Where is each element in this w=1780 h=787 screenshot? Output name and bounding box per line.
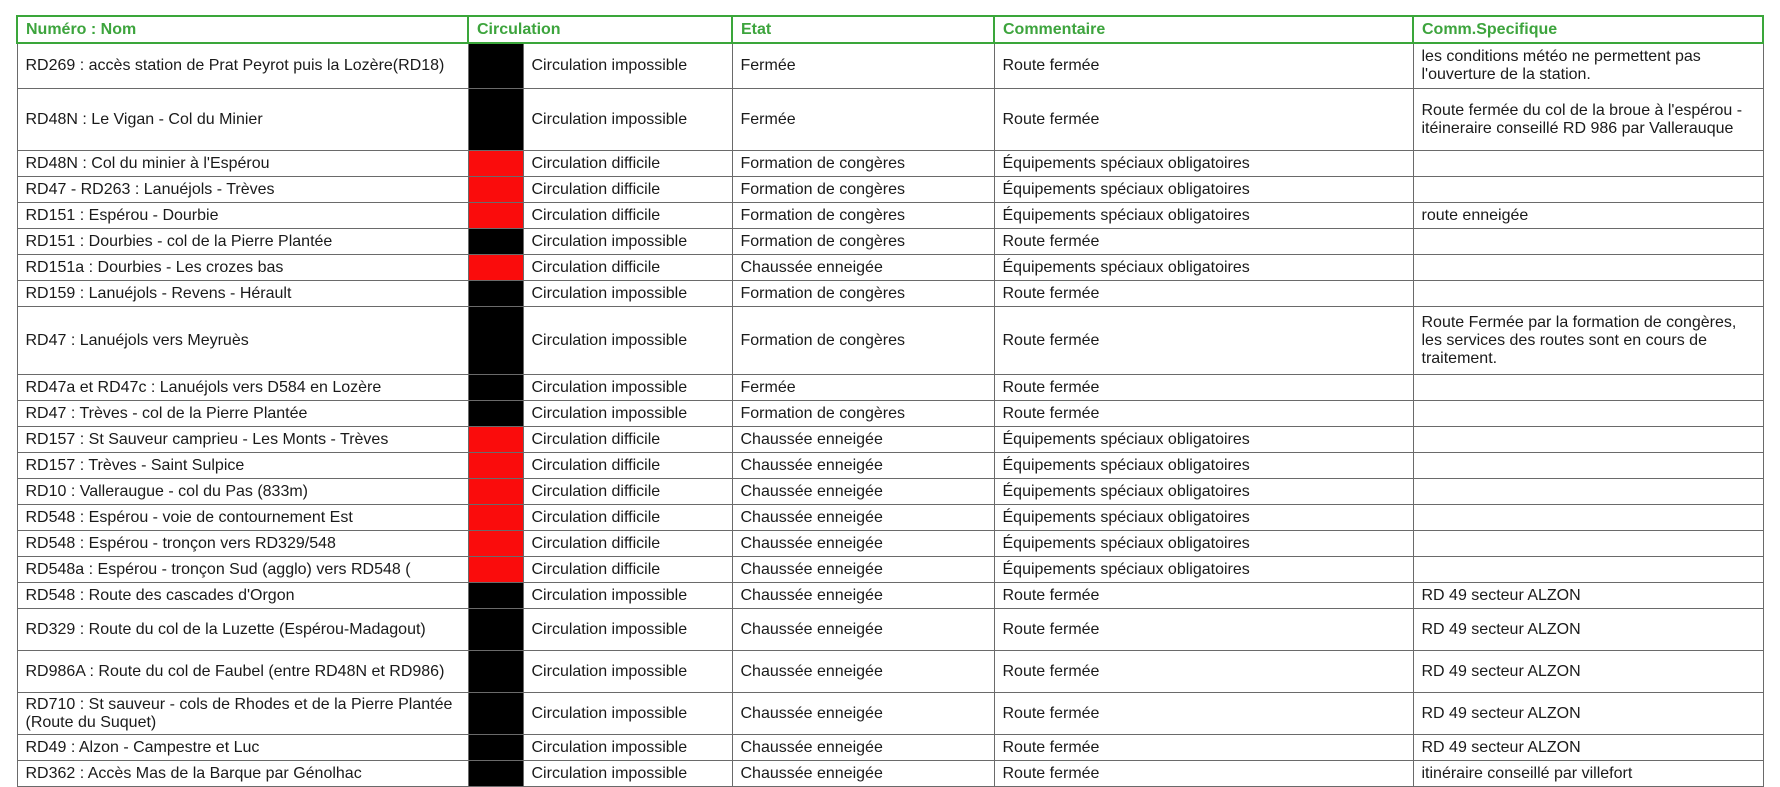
circulation-cell: Circulation difficile bbox=[523, 255, 732, 281]
etat-cell: Chaussée enneigée bbox=[732, 427, 994, 453]
commentaire-cell: Équipements spéciaux obligatoires bbox=[994, 255, 1413, 281]
commentaire-cell: Équipements spéciaux obligatoires bbox=[994, 151, 1413, 177]
road-name-cell: RD157 : Trèves - Saint Sulpice bbox=[17, 453, 468, 479]
table-row bbox=[17, 255, 1763, 281]
commentaire-cell: Route fermée bbox=[994, 735, 1413, 761]
header-row bbox=[17, 16, 1763, 43]
etat-cell: Formation de congères bbox=[732, 281, 994, 307]
road-name-cell: RD548 : Espérou - voie de contournement Est bbox=[17, 505, 468, 531]
commentaire-cell: Route fermée bbox=[994, 651, 1413, 693]
commentaire-cell: Équipements spéciaux obligatoires bbox=[994, 177, 1413, 203]
table-row bbox=[17, 177, 1763, 203]
commentaire-cell: Équipements spéciaux obligatoires bbox=[994, 505, 1413, 531]
circulation-cell: Circulation impossible bbox=[523, 583, 732, 609]
table-row bbox=[17, 609, 1763, 651]
circulation-status-swatch bbox=[468, 453, 523, 479]
table-row bbox=[17, 583, 1763, 609]
commentaire-cell: Route fermée bbox=[994, 281, 1413, 307]
circulation-status-swatch bbox=[468, 693, 523, 735]
table-row bbox=[17, 531, 1763, 557]
etat-cell: Chaussée enneigée bbox=[732, 761, 994, 787]
commentaire-cell: Route fermée bbox=[994, 307, 1413, 375]
commentaire-cell: Route fermée bbox=[994, 583, 1413, 609]
circulation-cell: Circulation impossible bbox=[523, 693, 732, 735]
etat-cell: Formation de congères bbox=[732, 151, 994, 177]
road-name-cell: RD47 : Lanuéjols vers Meyruès bbox=[17, 307, 468, 375]
table-row bbox=[17, 281, 1763, 307]
comm-specifique-cell bbox=[1413, 177, 1763, 203]
circulation-cell: Circulation difficile bbox=[523, 453, 732, 479]
commentaire-cell: Route fermée bbox=[994, 375, 1413, 401]
circulation-status-swatch bbox=[468, 375, 523, 401]
commentaire-cell: Équipements spéciaux obligatoires bbox=[994, 557, 1413, 583]
etat-cell: Formation de congères bbox=[732, 229, 994, 255]
road-name-cell: RD548a : Espérou - tronçon Sud (agglo) vers RD548 ( bbox=[17, 557, 468, 583]
commentaire-cell: Route fermée bbox=[994, 693, 1413, 735]
road-name-cell: RD48N : Le Vigan - Col du Minier bbox=[17, 89, 468, 151]
etat-cell: Chaussée enneigée bbox=[732, 453, 994, 479]
comm-specifique-cell bbox=[1413, 229, 1763, 255]
commentaire-cell: Route fermée bbox=[994, 89, 1413, 151]
road-name-cell: RD362 : Accès Mas de la Barque par Génolhac bbox=[17, 761, 468, 787]
circulation-cell: Circulation impossible bbox=[523, 609, 732, 651]
etat-cell: Formation de congères bbox=[732, 203, 994, 229]
circulation-cell: Circulation impossible bbox=[523, 89, 732, 151]
etat-cell: Chaussée enneigée bbox=[732, 735, 994, 761]
circulation-cell: Circulation impossible bbox=[523, 651, 732, 693]
circulation-cell: Circulation difficile bbox=[523, 151, 732, 177]
circulation-cell: Circulation impossible bbox=[523, 761, 732, 787]
table-row bbox=[17, 307, 1763, 375]
comm-specifique-cell: Route Fermée par la formation de congères, les services des routes sont en cours de traitement. bbox=[1413, 307, 1763, 375]
table-row bbox=[17, 761, 1763, 787]
circulation-status-swatch bbox=[468, 229, 523, 255]
comm-specifique-cell bbox=[1413, 151, 1763, 177]
road-conditions-table bbox=[16, 15, 1764, 787]
table-row bbox=[17, 151, 1763, 177]
commentaire-cell: Équipements spéciaux obligatoires bbox=[994, 531, 1413, 557]
circulation-status-swatch bbox=[468, 401, 523, 427]
circulation-cell: Circulation impossible bbox=[523, 281, 732, 307]
commentaire-cell: Équipements spéciaux obligatoires bbox=[994, 453, 1413, 479]
road-name-cell: RD47 - RD263 : Lanuéjols - Trèves bbox=[17, 177, 468, 203]
circulation-status-swatch bbox=[468, 557, 523, 583]
comm-specifique-cell: RD 49 secteur ALZON bbox=[1413, 609, 1763, 651]
circulation-status-swatch bbox=[468, 281, 523, 307]
circulation-status-swatch bbox=[468, 151, 523, 177]
circulation-cell: Circulation difficile bbox=[523, 203, 732, 229]
etat-cell: Formation de congères bbox=[732, 401, 994, 427]
comm-specifique-cell bbox=[1413, 479, 1763, 505]
table-row bbox=[17, 479, 1763, 505]
comm-specifique-cell: Route fermée du col de la broue à l'espérou - itéineraire conseillé RD 986 par Vallerauque bbox=[1413, 89, 1763, 151]
commentaire-cell: Route fermée bbox=[994, 401, 1413, 427]
circulation-cell: Circulation difficile bbox=[523, 557, 732, 583]
comm-specifique-cell: RD 49 secteur ALZON bbox=[1413, 583, 1763, 609]
table-row bbox=[17, 43, 1763, 89]
table-row bbox=[17, 557, 1763, 583]
circulation-cell: Circulation impossible bbox=[523, 43, 732, 89]
comm-specifique-cell bbox=[1413, 401, 1763, 427]
circulation-cell: Circulation difficile bbox=[523, 531, 732, 557]
circulation-status-swatch bbox=[468, 479, 523, 505]
road-name-cell: RD151 : Espérou - Dourbie bbox=[17, 203, 468, 229]
road-name-cell: RD49 : Alzon - Campestre et Luc bbox=[17, 735, 468, 761]
commentaire-cell: Équipements spéciaux obligatoires bbox=[994, 479, 1413, 505]
comm-specifique-cell bbox=[1413, 281, 1763, 307]
comm-specifique-cell bbox=[1413, 557, 1763, 583]
table-row bbox=[17, 401, 1763, 427]
circulation-cell: Circulation impossible bbox=[523, 375, 732, 401]
circulation-status-swatch bbox=[468, 203, 523, 229]
road-name-cell: RD157 : St Sauveur camprieu - Les Monts - Trèves bbox=[17, 427, 468, 453]
header-etat: Etat bbox=[732, 16, 994, 43]
comm-specifique-cell: RD 49 secteur ALZON bbox=[1413, 651, 1763, 693]
circulation-status-swatch bbox=[468, 427, 523, 453]
circulation-status-swatch bbox=[468, 761, 523, 787]
circulation-status-swatch bbox=[468, 609, 523, 651]
etat-cell: Chaussée enneigée bbox=[732, 693, 994, 735]
circulation-cell: Circulation difficile bbox=[523, 479, 732, 505]
circulation-cell: Circulation difficile bbox=[523, 177, 732, 203]
circulation-status-swatch bbox=[468, 651, 523, 693]
etat-cell: Chaussée enneigée bbox=[732, 609, 994, 651]
comm-specifique-cell: itinéraire conseillé par villefort bbox=[1413, 761, 1763, 787]
road-name-cell: RD47a et RD47c : Lanuéjols vers D584 en Lozère bbox=[17, 375, 468, 401]
table-row bbox=[17, 651, 1763, 693]
comm-specifique-cell bbox=[1413, 531, 1763, 557]
road-name-cell: RD986A : Route du col de Faubel (entre RD48N et RD986) bbox=[17, 651, 468, 693]
etat-cell: Chaussée enneigée bbox=[732, 255, 994, 281]
etat-cell: Fermée bbox=[732, 89, 994, 151]
header-comm-specifique: Comm.Specifique bbox=[1413, 16, 1763, 43]
circulation-cell: Circulation difficile bbox=[523, 427, 732, 453]
circulation-status-swatch bbox=[468, 177, 523, 203]
etat-cell: Chaussée enneigée bbox=[732, 651, 994, 693]
commentaire-cell: Route fermée bbox=[994, 43, 1413, 89]
circulation-status-swatch bbox=[468, 735, 523, 761]
comm-specifique-cell bbox=[1413, 453, 1763, 479]
road-name-cell: RD548 : Route des cascades d'Orgon bbox=[17, 583, 468, 609]
circulation-status-swatch bbox=[468, 531, 523, 557]
circulation-cell: Circulation impossible bbox=[523, 735, 732, 761]
table-row bbox=[17, 229, 1763, 255]
etat-cell: Chaussée enneigée bbox=[732, 583, 994, 609]
road-name-cell: RD151a : Dourbies - Les crozes bas bbox=[17, 255, 468, 281]
etat-cell: Fermée bbox=[732, 43, 994, 89]
etat-cell: Chaussée enneigée bbox=[732, 479, 994, 505]
table-row bbox=[17, 427, 1763, 453]
circulation-status-swatch bbox=[468, 505, 523, 531]
etat-cell: Chaussée enneigée bbox=[732, 505, 994, 531]
road-name-cell: RD269 : accès station de Prat Peyrot puis la Lozère(RD18) bbox=[17, 43, 468, 89]
comm-specifique-cell bbox=[1413, 255, 1763, 281]
circulation-cell: Circulation difficile bbox=[523, 505, 732, 531]
circulation-cell: Circulation impossible bbox=[523, 401, 732, 427]
etat-cell: Chaussée enneigée bbox=[732, 531, 994, 557]
comm-specifique-cell bbox=[1413, 375, 1763, 401]
circulation-cell: Circulation impossible bbox=[523, 307, 732, 375]
circulation-status-swatch bbox=[468, 89, 523, 151]
commentaire-cell: Route fermée bbox=[994, 229, 1413, 255]
etat-cell: Chaussée enneigée bbox=[732, 557, 994, 583]
comm-specifique-cell: les conditions météo ne permettent pas l'ouverture de la station. bbox=[1413, 43, 1763, 89]
etat-cell: Fermée bbox=[732, 375, 994, 401]
comm-specifique-cell: RD 49 secteur ALZON bbox=[1413, 693, 1763, 735]
commentaire-cell: Équipements spéciaux obligatoires bbox=[994, 203, 1413, 229]
comm-specifique-cell bbox=[1413, 505, 1763, 531]
road-name-cell: RD329 : Route du col de la Luzette (Espérou-Madagout) bbox=[17, 609, 468, 651]
road-name-cell: RD548 : Espérou - tronçon vers RD329/548 bbox=[17, 531, 468, 557]
comm-specifique-cell: route enneigée bbox=[1413, 203, 1763, 229]
circulation-status-swatch bbox=[468, 307, 523, 375]
header-circulation: Circulation bbox=[468, 16, 732, 43]
commentaire-cell: Équipements spéciaux obligatoires bbox=[994, 427, 1413, 453]
table-row bbox=[17, 203, 1763, 229]
table-row bbox=[17, 735, 1763, 761]
table-row bbox=[17, 375, 1763, 401]
etat-cell: Formation de congères bbox=[732, 307, 994, 375]
header-numero-nom: Numéro : Nom bbox=[17, 16, 468, 43]
road-name-cell: RD710 : St sauveur - cols de Rhodes et de la Pierre Plantée (Route du Suquet) bbox=[17, 693, 468, 735]
header-commentaire: Commentaire bbox=[994, 16, 1413, 43]
circulation-status-swatch bbox=[468, 255, 523, 281]
road-name-cell: RD48N : Col du minier à l'Espérou bbox=[17, 151, 468, 177]
road-name-cell: RD47 : Trèves - col de la Pierre Plantée bbox=[17, 401, 468, 427]
comm-specifique-cell bbox=[1413, 427, 1763, 453]
table-row bbox=[17, 693, 1763, 735]
circulation-cell: Circulation impossible bbox=[523, 229, 732, 255]
circulation-status-swatch bbox=[468, 583, 523, 609]
road-name-cell: RD151 : Dourbies - col de la Pierre Plantée bbox=[17, 229, 468, 255]
table-body bbox=[17, 43, 1763, 787]
commentaire-cell: Route fermée bbox=[994, 761, 1413, 787]
commentaire-cell: Route fermée bbox=[994, 609, 1413, 651]
comm-specifique-cell: RD 49 secteur ALZON bbox=[1413, 735, 1763, 761]
road-name-cell: RD10 : Valleraugue - col du Pas (833m) bbox=[17, 479, 468, 505]
table-row bbox=[17, 453, 1763, 479]
road-name-cell: RD159 : Lanuéjols - Revens - Hérault bbox=[17, 281, 468, 307]
table-row bbox=[17, 89, 1763, 151]
circulation-status-swatch bbox=[468, 43, 523, 89]
table-row bbox=[17, 505, 1763, 531]
etat-cell: Formation de congères bbox=[732, 177, 994, 203]
